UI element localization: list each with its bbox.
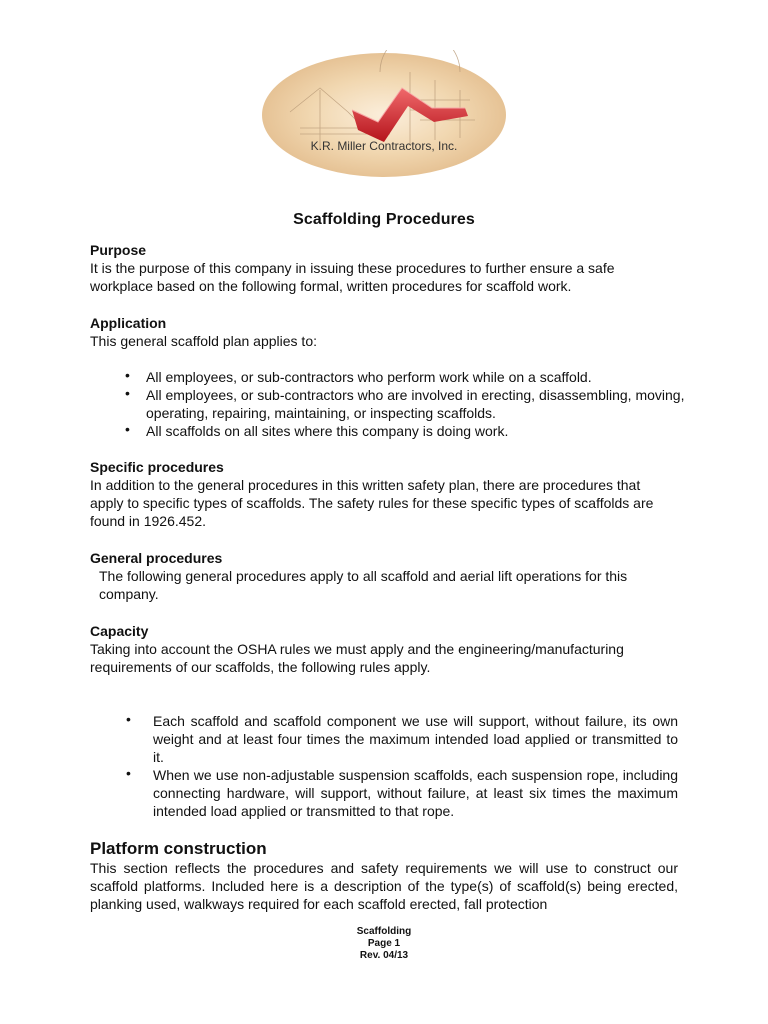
list-item-text: All employees, or sub-contractors who are involved in erecting, disassembling, moving, operating, repairing, maintaining, or inspecting scaffolds. bbox=[146, 387, 685, 421]
specific-text: In addition to the general procedures in this written safety plan, there are procedures that apply to specific types of scaffolds. The safety rules for these specific types of scaffolds are found in 1926.452. bbox=[90, 477, 654, 529]
logo-graphic bbox=[260, 50, 508, 180]
application-list bbox=[90, 368, 690, 440]
purpose-text: It is the purpose of this company in issuing these procedures to further ensure a safe workplace based on the following formal, written procedures for scaffold work. bbox=[90, 260, 615, 294]
list-item bbox=[90, 712, 678, 766]
list-item-text: Each scaffold and scaffold component we use will support, without failure, its own weight and at least four times the maximum intended load applied or transmitted to it. bbox=[153, 713, 678, 765]
company-logo bbox=[260, 50, 508, 180]
footer-page-number: Page 1 bbox=[367, 938, 401, 949]
general-heading: General procedures bbox=[90, 550, 223, 566]
bullet-icon: • bbox=[126, 765, 131, 781]
list-item-text: All employees, or sub-contractors who perform work while on a scaffold. bbox=[146, 369, 592, 385]
purpose-section bbox=[90, 241, 678, 295]
footer-document-name: Scaffolding bbox=[356, 926, 412, 937]
bullet-icon: • bbox=[125, 385, 130, 401]
capacity-heading: Capacity bbox=[90, 623, 149, 639]
bullet-icon: • bbox=[125, 367, 130, 383]
list-item-text: All scaffolds on all sites where this company is doing work. bbox=[146, 423, 509, 439]
list-item-text: When we use non-adjustable suspension scaffolds, each suspension rope, including connecting hardware, will support, without failure, at least six times the maximum intended load applied or transmitted to that rope. bbox=[153, 767, 678, 819]
application-heading: Application bbox=[90, 315, 167, 331]
capacity-text: Taking into account the OSHA rules we must apply and the engineering/manufacturing requirements of our scaffolds, the following rules apply. bbox=[90, 641, 624, 675]
platform-section bbox=[90, 839, 678, 913]
purpose-heading: Purpose bbox=[90, 242, 147, 258]
specific-section bbox=[90, 458, 660, 530]
list-item bbox=[90, 386, 690, 422]
page-footer bbox=[0, 926, 768, 962]
platform-text: This section reflects the procedures and safety requirements we will use to construct our scaffold platforms. Included here is a description of the type(s) of scaffold(s) being erected, planking used, walkways required for each scaffold erected, fall protection bbox=[90, 860, 678, 912]
general-section bbox=[90, 549, 678, 603]
bullet-icon: • bbox=[126, 711, 131, 727]
logo-company-name: K.R. Miller Contractors, Inc. bbox=[310, 139, 458, 153]
general-text: The following general procedures apply to all scaffold and aerial lift operations for this company. bbox=[99, 568, 628, 602]
bullet-icon: • bbox=[125, 421, 130, 437]
specific-heading: Specific procedures bbox=[90, 459, 224, 475]
application-section bbox=[90, 314, 678, 350]
capacity-list bbox=[90, 712, 678, 820]
list-item bbox=[90, 766, 678, 820]
footer-revision: Rev. 04/13 bbox=[359, 950, 409, 961]
capacity-section bbox=[90, 622, 678, 676]
platform-heading: Platform construction bbox=[90, 839, 267, 858]
list-item bbox=[90, 422, 690, 440]
list-item bbox=[90, 368, 690, 386]
document-title: Scaffolding Procedures bbox=[293, 211, 475, 228]
application-text: This general scaffold plan applies to: bbox=[90, 333, 317, 349]
